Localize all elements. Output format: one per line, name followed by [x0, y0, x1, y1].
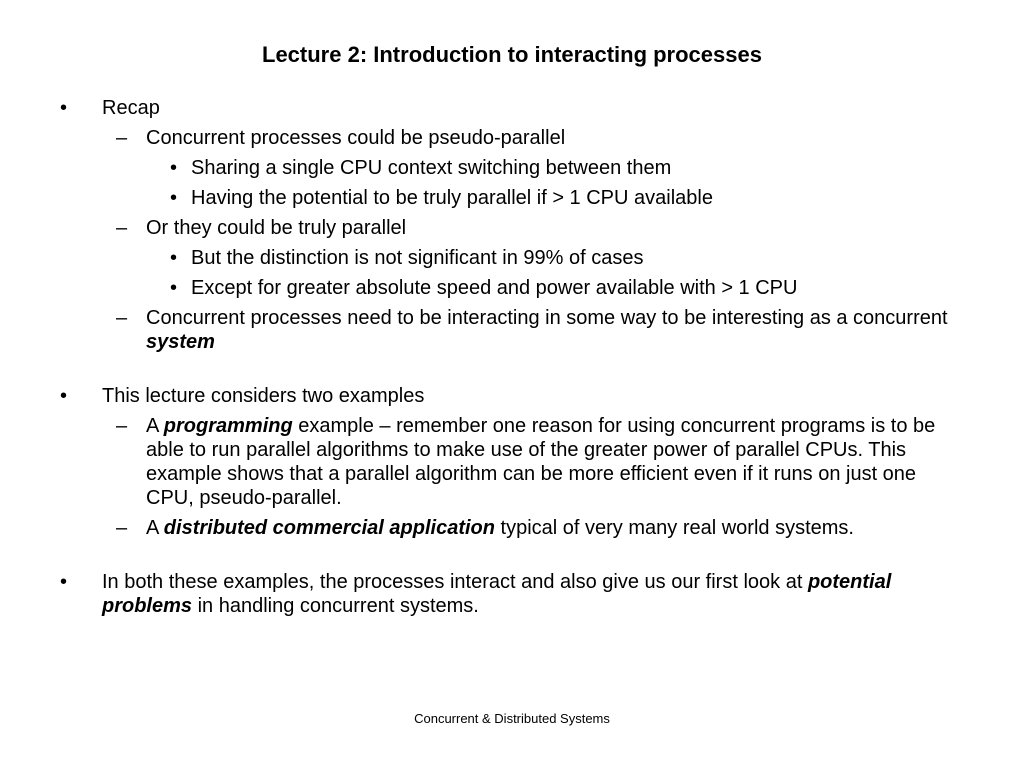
- dash-marker: –: [116, 307, 128, 329]
- dash-marker: –: [116, 217, 128, 239]
- bullet-text: This lecture considers two examples: [102, 385, 425, 407]
- bullet-text: Recap: [102, 97, 160, 119]
- sub-bullet-programming-example: [0, 414, 1024, 510]
- dash-marker: –: [116, 415, 128, 437]
- bullet-two-examples: [0, 384, 1024, 408]
- emphasis-text: distributed commercial application: [163, 517, 495, 539]
- bullet-marker: •: [170, 277, 178, 299]
- sub-sub-bullet-speed-power: [0, 276, 1024, 300]
- sub-bullet-text-prefix: A: [146, 415, 164, 437]
- bullet-recap: [0, 96, 1024, 120]
- sub-bullet-truly-parallel: [0, 216, 1024, 240]
- bullet-potential-problems: [0, 570, 1024, 618]
- slide-title: Lecture 2: Introduction to interacting processes: [262, 42, 762, 67]
- sub-sub-bullet-text: Except for greater absolute speed and power available with > 1 CPU: [191, 277, 798, 299]
- sub-bullet-text: Concurrent processes need to be interacting in some way to be interesting as a concurrent: [146, 307, 948, 329]
- emphasis-text: programming: [163, 415, 293, 437]
- slide-body: [0, 96, 1024, 618]
- bullet-text: In both these examples, the processes interact and also give us our first look at: [102, 571, 808, 593]
- sub-sub-bullet-truly-parallel-potential: [0, 186, 1024, 210]
- slide-footer: Concurrent & Distributed Systems: [414, 711, 610, 726]
- sub-sub-bullet-text: But the distinction is not significant in 99% of cases: [191, 247, 644, 269]
- dash-marker: –: [116, 127, 128, 149]
- sub-bullet-text: Concurrent processes could be pseudo-parallel: [146, 127, 566, 149]
- sub-bullet-interacting: [0, 306, 1024, 354]
- sub-bullet-text: example – remember one reason for using concurrent programs is to be able to run parallel algorithms to make use of the greater power of parallel CPUs. This example shows that a parallel algorithm can be more efficient even if it runs on just one CPU, pseudo-parallel.: [146, 415, 936, 509]
- sub-sub-bullet-text: Sharing a single CPU context switching between them: [191, 157, 672, 179]
- emphasis-text: potential problems: [102, 571, 892, 617]
- bullet-marker: •: [170, 187, 178, 209]
- sub-bullet-text-prefix: A: [146, 517, 164, 539]
- sub-bullet-text: typical of very many real world systems.: [494, 517, 854, 539]
- sub-bullet-pseudo-parallel: [0, 126, 1024, 150]
- emphasis-text: system: [146, 331, 215, 353]
- dash-marker: –: [116, 517, 128, 539]
- bullet-marker: •: [170, 247, 178, 269]
- bullet-marker: •: [60, 571, 68, 593]
- sub-bullet-commercial-application: [0, 516, 1024, 540]
- sub-sub-bullet-sharing-cpu: [0, 156, 1024, 180]
- bullet-marker: •: [60, 97, 68, 119]
- bullet-text-suffix: in handling concurrent systems.: [192, 595, 479, 617]
- bullet-marker: •: [60, 385, 68, 407]
- sub-bullet-text: Or they could be truly parallel: [146, 217, 407, 239]
- sub-sub-bullet-distinction: [0, 246, 1024, 270]
- bullet-marker: •: [170, 157, 178, 179]
- sub-sub-bullet-text: Having the potential to be truly parallel if > 1 CPU available: [191, 187, 713, 209]
